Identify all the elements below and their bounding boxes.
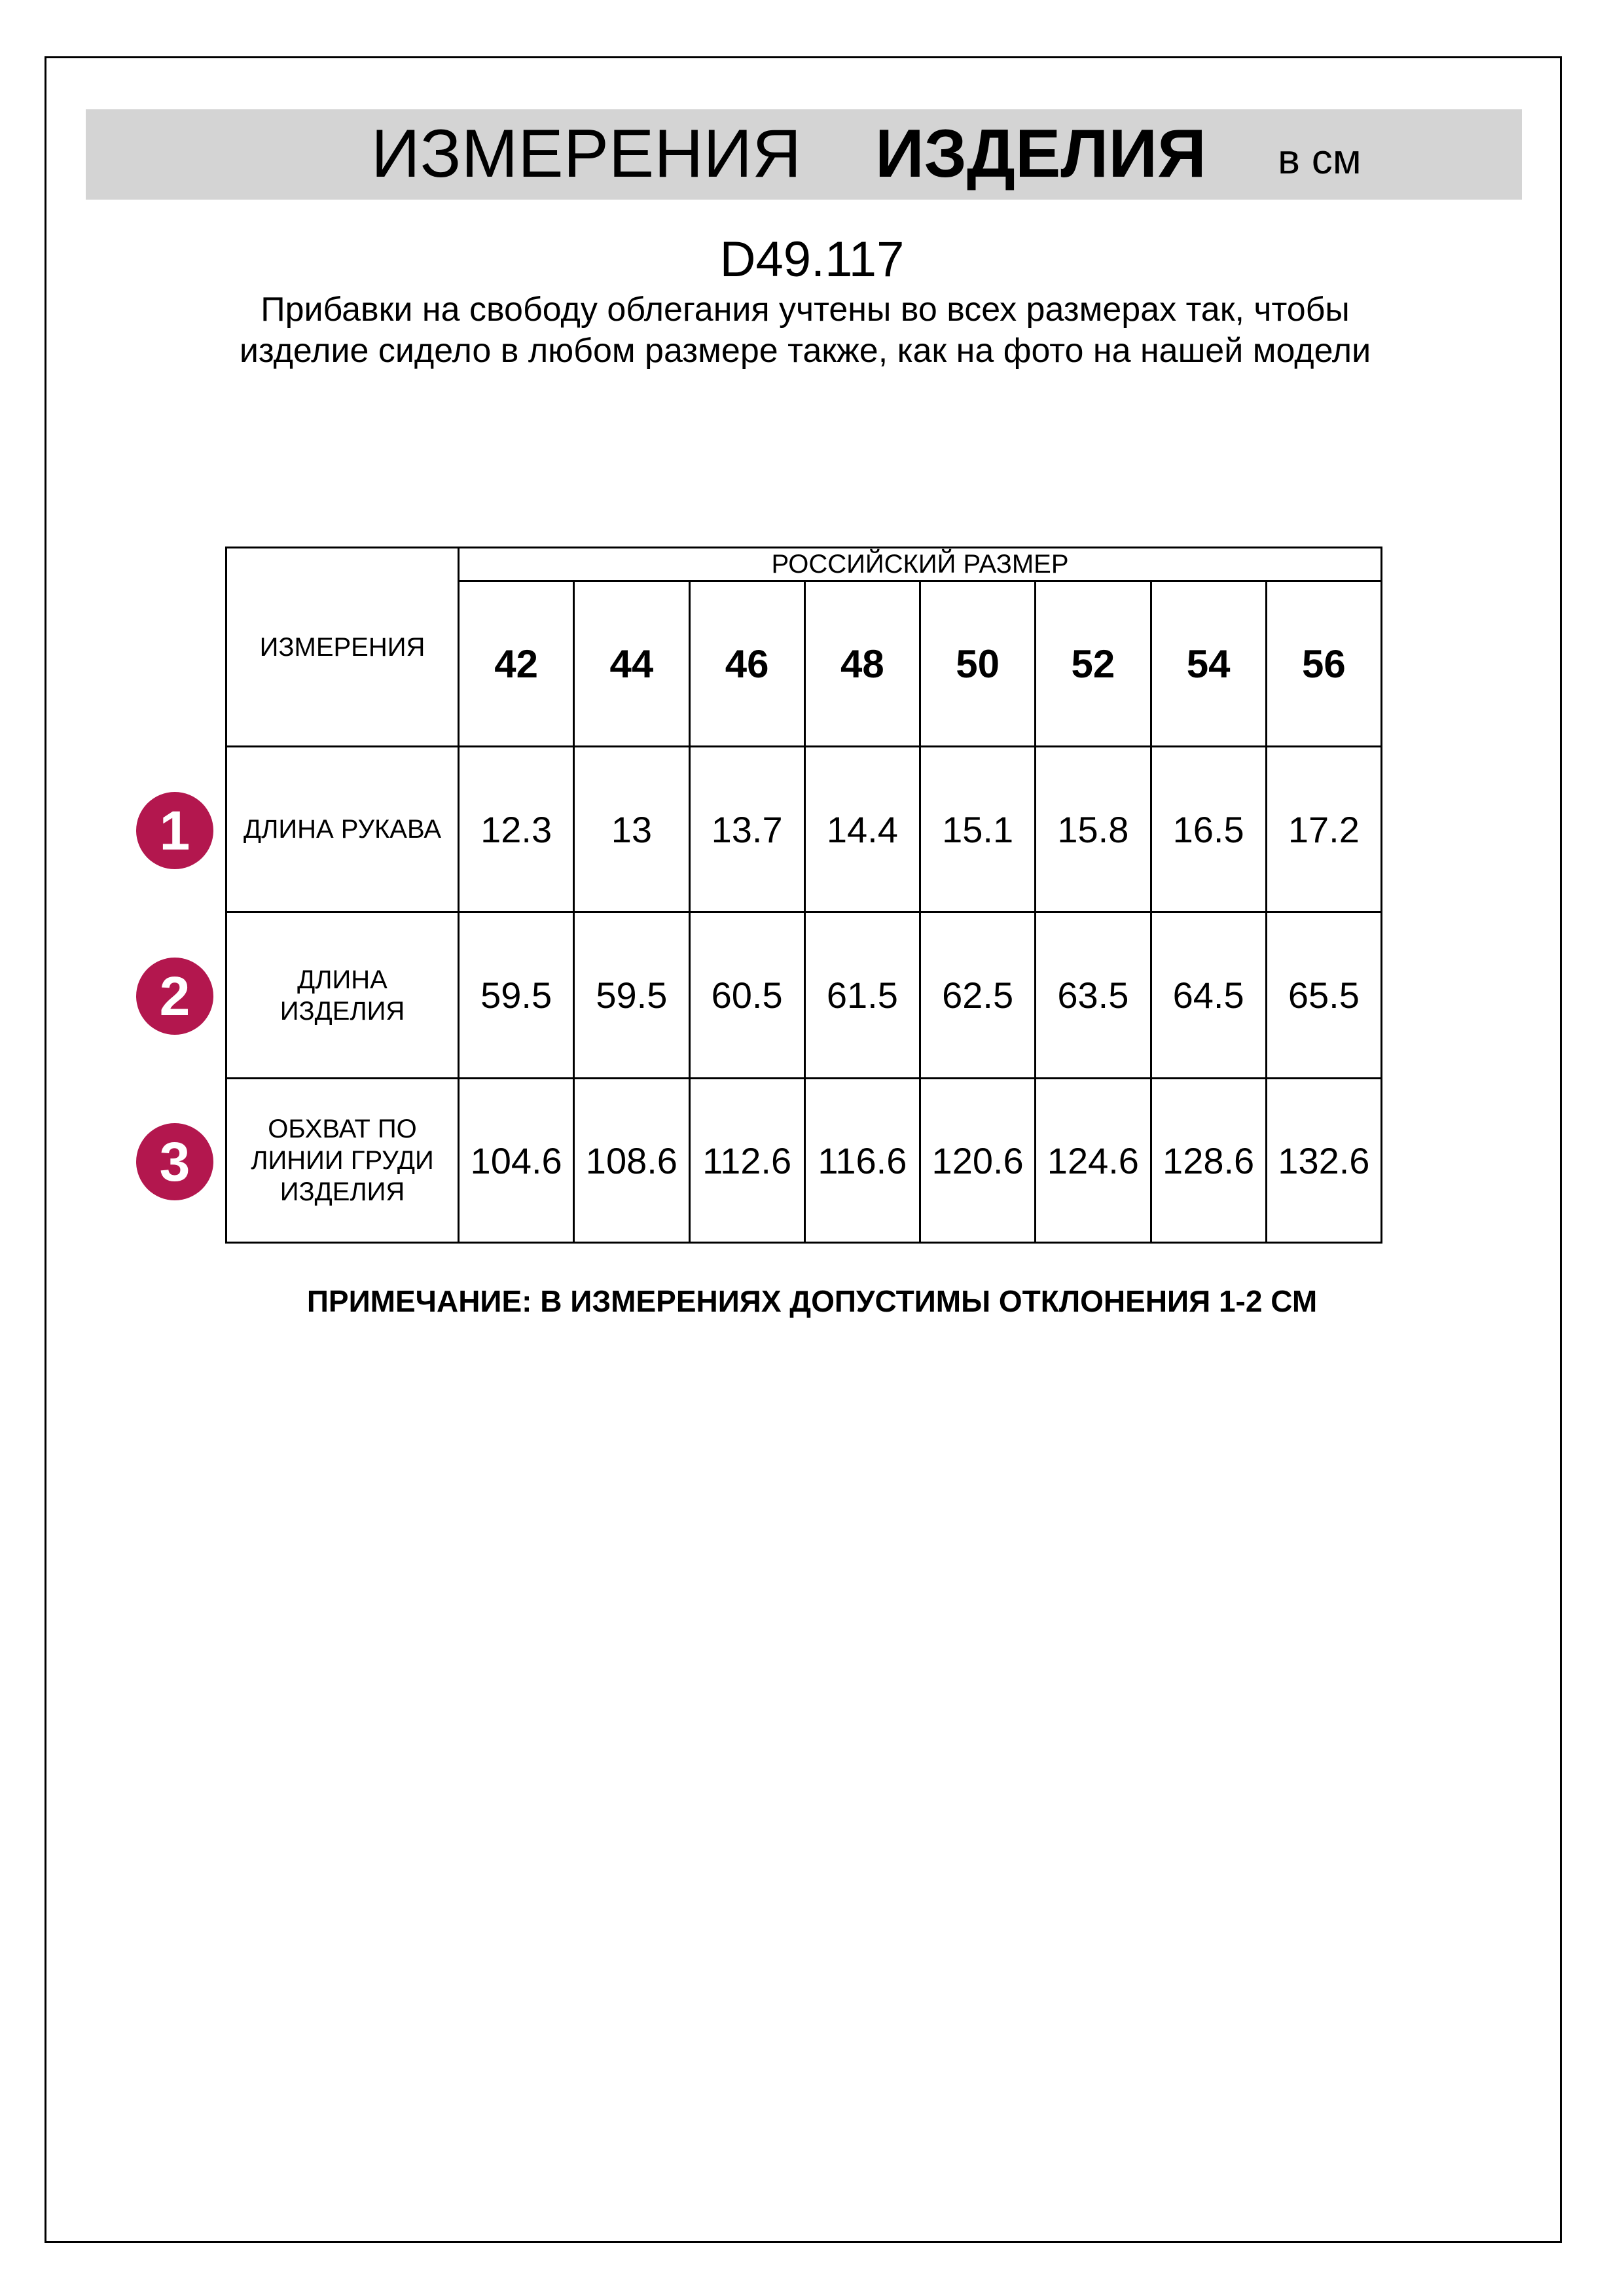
title-regular: ИЗМЕРЕНИЯ xyxy=(371,116,802,192)
measure-value: 15.1 xyxy=(920,747,1036,912)
measure-value: 12.3 xyxy=(459,747,574,912)
row-number-badge: 2 xyxy=(136,958,213,1035)
size-header: 52 xyxy=(1036,581,1151,747)
measure-value: 108.6 xyxy=(574,1079,689,1243)
measure-value: 59.5 xyxy=(459,912,574,1079)
size-header: 50 xyxy=(920,581,1036,747)
size-header: 54 xyxy=(1151,581,1266,747)
measure-value: 15.8 xyxy=(1036,747,1151,912)
measure-value: 13.7 xyxy=(689,747,804,912)
measure-header: ИЗМЕРЕНИЯ xyxy=(226,548,459,747)
measure-value: 112.6 xyxy=(689,1079,804,1243)
row-number-badge: 1 xyxy=(136,792,213,869)
measure-value: 65.5 xyxy=(1266,912,1381,1079)
measure-value: 63.5 xyxy=(1036,912,1151,1079)
measure-value: 61.5 xyxy=(804,912,920,1079)
measure-value: 14.4 xyxy=(804,747,920,912)
header-row-group xyxy=(226,548,1382,581)
size-header: 56 xyxy=(1266,581,1381,747)
measure-value: 59.5 xyxy=(574,912,689,1079)
size-header: 48 xyxy=(804,581,920,747)
table-row xyxy=(226,1079,1382,1243)
size-header: 42 xyxy=(459,581,574,747)
measure-value: 124.6 xyxy=(1036,1079,1151,1243)
measure-value: 132.6 xyxy=(1266,1079,1381,1243)
measure-label: ДЛИНА ИЗДЕЛИЯ xyxy=(226,912,459,1079)
size-header: 46 xyxy=(689,581,804,747)
measure-value: 116.6 xyxy=(804,1079,920,1243)
measure-value: 120.6 xyxy=(920,1079,1036,1243)
measure-value: 60.5 xyxy=(689,912,804,1079)
row-number-badge: 3 xyxy=(136,1123,213,1200)
table-row xyxy=(226,747,1382,912)
measure-value: 104.6 xyxy=(459,1079,574,1243)
unit-label: в см xyxy=(1278,135,1362,183)
measure-value: 64.5 xyxy=(1151,912,1266,1079)
measure-label: ОБХВАТ ПО ЛИНИИ ГРУДИ ИЗДЕЛИЯ xyxy=(226,1079,459,1243)
size-header: 44 xyxy=(574,581,689,747)
size-table xyxy=(225,547,1382,1244)
size-group-header: РОССИЙСКИЙ РАЗМЕР xyxy=(459,548,1382,581)
measure-value: 128.6 xyxy=(1151,1079,1266,1243)
measure-value: 13 xyxy=(574,747,689,912)
title-bold: ИЗДЕЛИЯ xyxy=(875,116,1206,192)
description: Прибавки на свободу облегания учтены во всех размерах так, чтобы изделие сидело в любом размере также, как на фото на нашей модели xyxy=(239,291,1371,370)
note: ПРИМЕЧАНИЕ: В ИЗМЕРЕНИЯХ ДОПУСТИМЫ ОТКЛОНЕНИЯ 1-2 СМ xyxy=(306,1284,1318,1318)
measure-value: 62.5 xyxy=(920,912,1036,1079)
article-code: D49.117 xyxy=(719,232,905,287)
measure-label: ДЛИНА РУКАВА xyxy=(226,747,459,912)
measure-value: 16.5 xyxy=(1151,747,1266,912)
measure-value: 17.2 xyxy=(1266,747,1381,912)
table-row xyxy=(226,912,1382,1079)
